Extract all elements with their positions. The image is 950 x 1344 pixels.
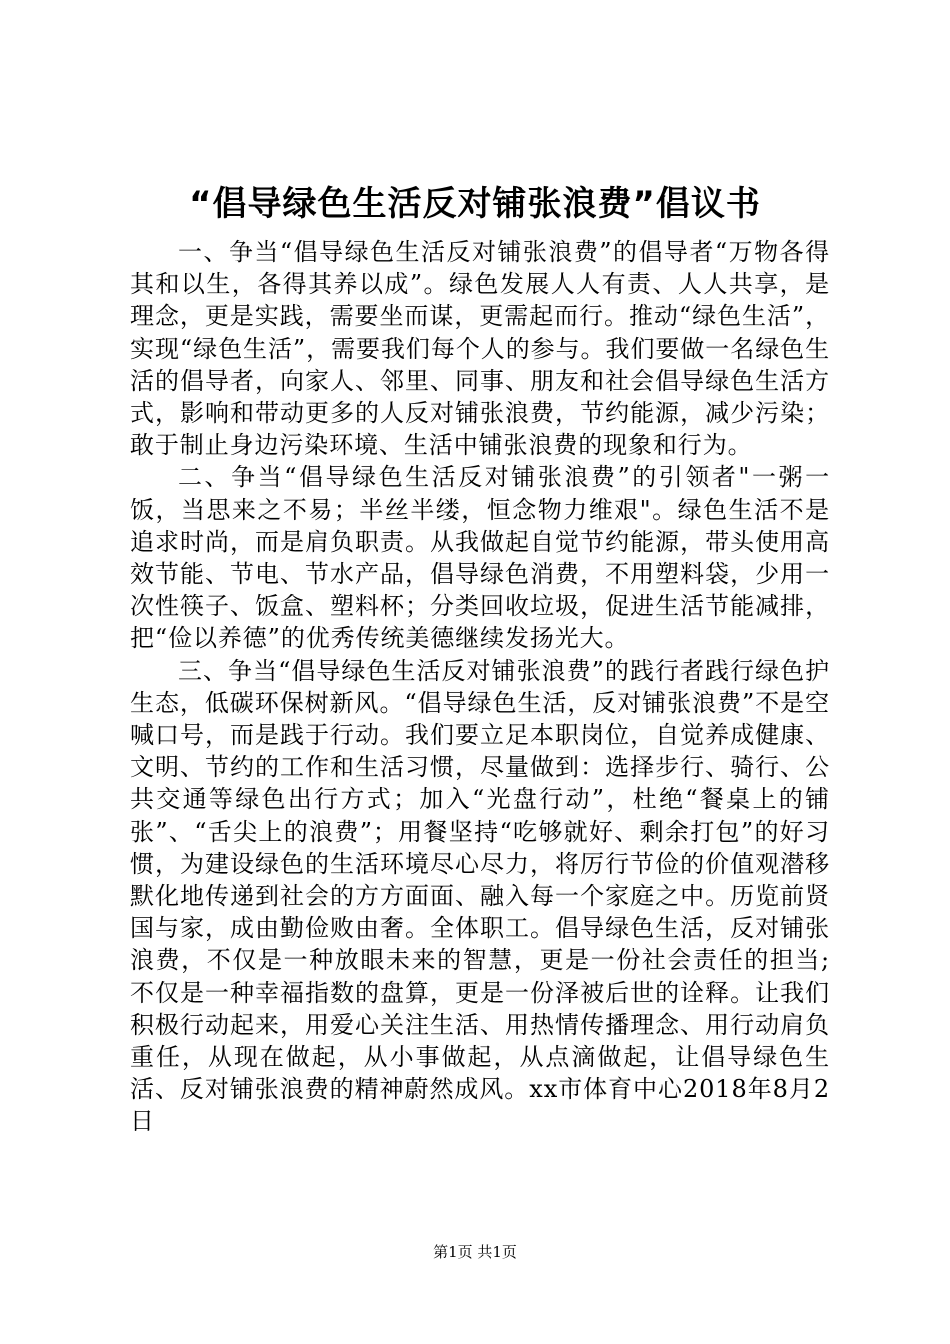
document-body: [130, 236, 830, 1138]
paragraph-1: 一、争当“倡导绿色生活反对铺张浪费”的倡导者“万物各得其和以生，各得其养以成”。绿色发展人人有责、人人共享，是理念，更是实践，需要坐而谋，更需起而行。推动“绿色生活”，实现“绿色生活”，需要我们每个人的参与。我们要做一名绿色生活的倡导者，向家人、邻里、同事、朋友和社会倡导绿色生活方式，影响和带动更多的人反对铺张浪费，节约能源，减少污染；敢于制止身边污染环境、生活中铺张浪费的现象和行为。: [130, 238, 830, 460]
page-footer: 第1页 共1页: [433, 1243, 517, 1261]
paragraph-3: 三、争当“倡导绿色生活反对铺张浪费”的践行者践行绿色护生态，低碳环保树新风。“倡导绿色生活，反对铺张浪费”不是空喊口号，而是践于行动。我们要立足本职岗位，自觉养成健康、文明、节约的工作和生活习惯，尽量做到：选择步行、骑行、公共交通等绿色出行方式；加入“光盘行动”，杜绝“餐桌上的铺张”、“舌尖上的浪费”；用餐坚持“吃够就好、剩余打包”的好习惯，为建设绿色的生活环境尽心尽力，将厉行节俭的价值观潜移默化地传递到社会的方方面面、融入每一个家庭之中。历览前贤国与家，成由勤俭败由奢。全体职工。倡导绿色生活，反对铺张浪费，不仅是一种放眼未来的智慧，更是一份社会责任的担当;不仅是一种幸福指数的盘算，更是一份泽被后世的诠释。让我们积极行动起来，用爱心关注生活、用热情传播理念、用行动肩负重任，从现在做起，从小事做起，从点滴做起，让倡导绿色生活、反对铺张浪费的精神蔚然成风。xx市体育中心2018年8月2日: [130, 656, 830, 1136]
document-title: “倡导绿色生活反对铺张浪费”倡议书: [189, 184, 761, 224]
paragraph-2: 二、争当“倡导绿色生活反对铺张浪费”的引领者"一粥一饭，当思来之不易；半丝半缕，恒念物力维艰"。绿色生活不是追求时尚，而是肩负职责。从我做起自觉节约能源，带头使用高效节能、节电、节水产品，倡导绿色消费，不用塑料袋，少用一次性筷子、饭盒、塑料杯；分类回收垃圾，促进生活节能减排，把“俭以养德”的优秀传统美德继续发扬光大。: [130, 463, 830, 653]
